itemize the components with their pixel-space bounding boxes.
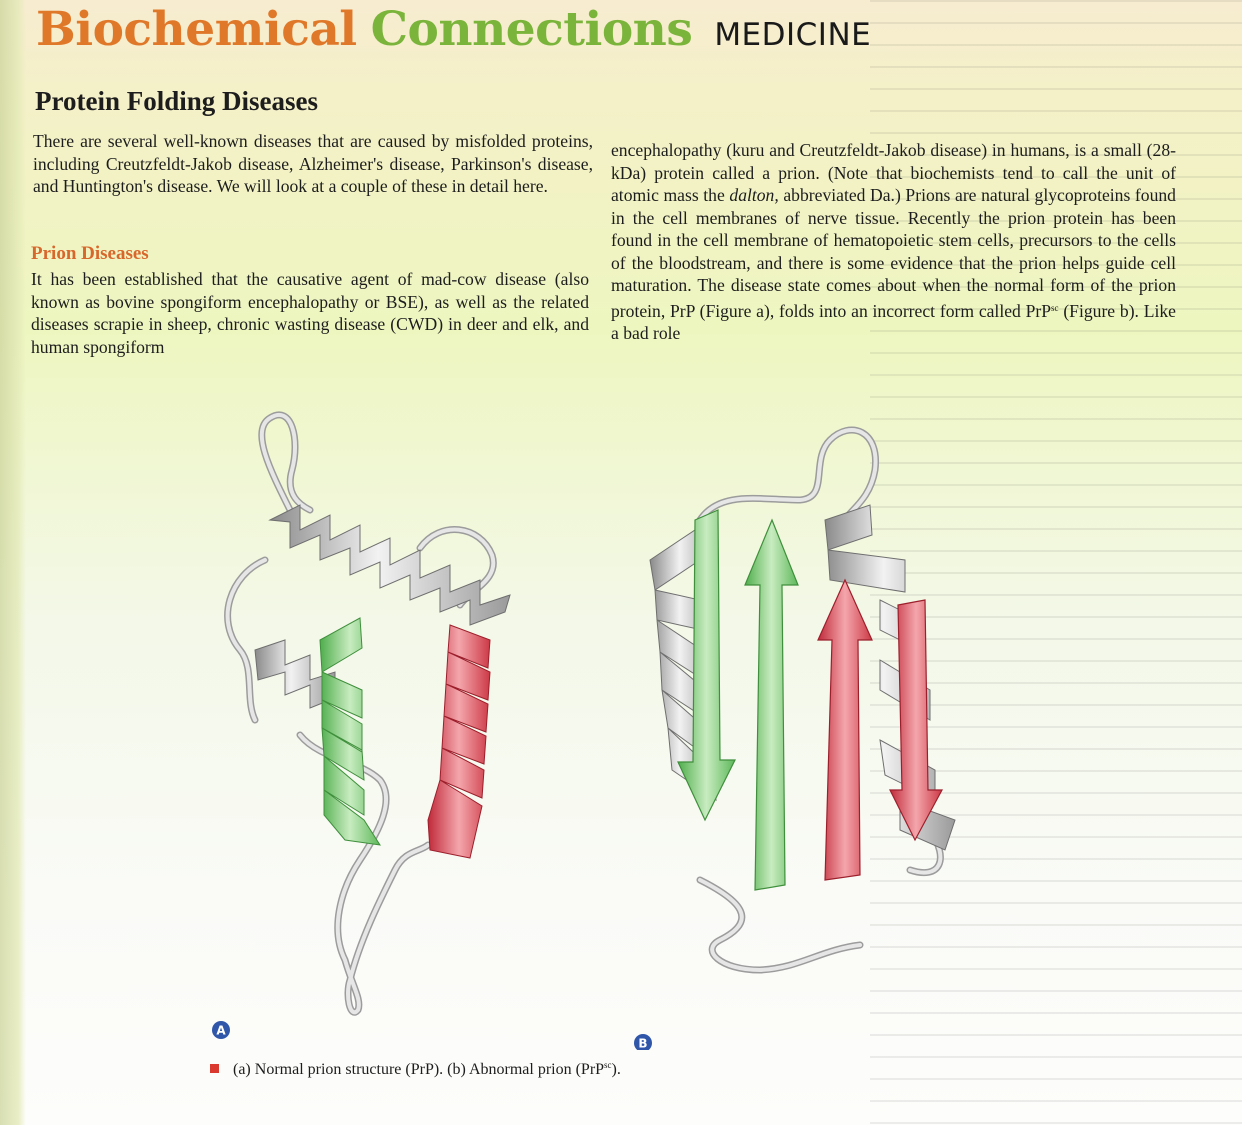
panel-b-label: B — [638, 1036, 648, 1050]
caption-square-icon — [210, 1064, 219, 1073]
caption-text-2: ). — [611, 1061, 621, 1078]
green-helix-a — [320, 618, 380, 845]
italic-term-dalton: dalton, — [729, 185, 779, 205]
feature-header — [36, 2, 871, 57]
right-text-1: encephalopathy (kuru and Creutzfeldt-Jakob disease) in humans, is a small (28-kDa) protein called a prion. (Note that biochemists tend to call the unit of atomic mass the — [611, 140, 1176, 205]
intro-paragraph: There are several well-known diseases that are caused by misfolded proteins, including Creutzfeldt-Jakob disease, Alzheimer's disease, Parkinson's disease, and Huntington's disease. We will look at a couple of these in detail here. — [33, 131, 593, 196]
caption-superscript: sc — [604, 1060, 612, 1070]
section-heading-prion-diseases: Prion Diseases — [31, 243, 149, 264]
brand-word-connections: Connections — [370, 2, 693, 57]
prion-paragraph-left: It has been established that the causative agent of mad-cow disease (also known as bovine spongiform encephalopathy or BSE), as well as the related diseases scrapie in sheep, chronic wasting disease (CWD) in deer and elk, and human spongiform — [31, 269, 589, 357]
green-sheet-arrows — [678, 510, 798, 890]
grey-helix-top — [270, 505, 510, 625]
superscript-sc: sc — [1051, 302, 1059, 313]
prion-paragraph-right — [611, 139, 1176, 345]
figure-caption — [210, 1060, 621, 1079]
brand-word-biochemical: Biochemical — [36, 2, 357, 57]
panel-b-marker — [634, 1034, 652, 1050]
right-text-3: (Figure b). Like a bad role — [611, 300, 1176, 343]
article-title: Protein Folding Diseases — [35, 86, 318, 116]
prion-structure-figure — [0, 380, 1000, 1050]
caption-text-1: (a) Normal prion structure (PrP). (b) Abnormal prion (PrP — [233, 1061, 605, 1078]
panel-a-marker — [212, 1021, 230, 1039]
right-text-2: abbreviated Da.) Prions are natural glycoproteins found in the cell membranes of nerve tissue. Recently the prion protein has been found in the cell membrane of hematopoietic stem cells, precursors to the cells of the bloodstream, and there is some evidence that the prion helps guide cell maturation. The disease state comes about when the normal form of the prion protein, PrP (Figure a), folds into an incorrect form called PrP — [611, 185, 1176, 321]
red-helix-a — [428, 625, 490, 858]
brand-category: MEDICINE — [714, 17, 872, 53]
panel-a-label: A — [216, 1023, 226, 1038]
